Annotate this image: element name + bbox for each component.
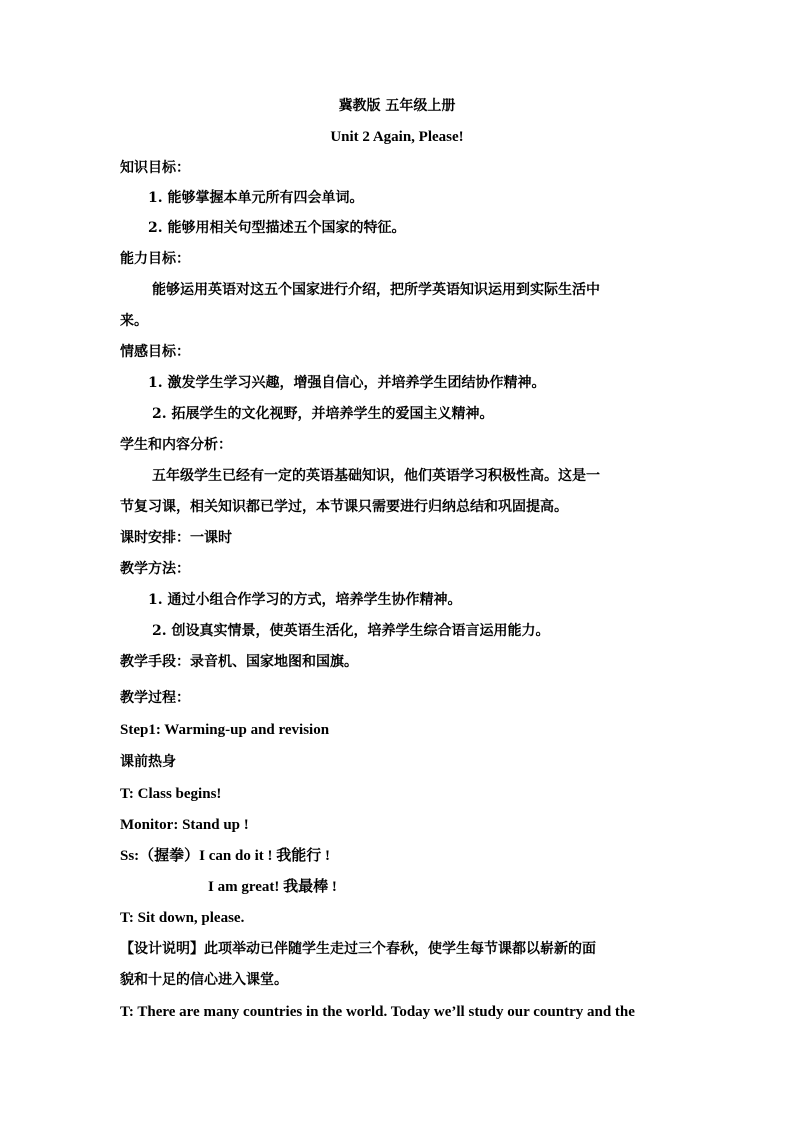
methods-item-1: 1. 通过小组合作学习的方式，培养学生协作精神。 — [148, 592, 462, 608]
design-note-line-2: 貌和十足的信心进入课堂。 — [120, 972, 288, 988]
emotion-heading: 情感目标： — [120, 344, 190, 360]
knowledge-heading: 知识目标： — [120, 160, 190, 176]
process-last-line: T: There are many countries in the world. Today we’ll study our country and the — [120, 1004, 635, 1020]
emotion-item-1: 1. 激发学生学习兴趣，增强自信心，并培养学生团结协作精神。 — [148, 375, 546, 391]
design-note-line-1: 【设计说明】此项举动已伴随学生走过三个春秋，使学生每节课都以崭新的面 — [120, 941, 596, 957]
analysis-text-line-2: 节复习课，相关知识都已学过，本节课只需要进行归纳总结和巩固提高。 — [120, 499, 568, 515]
ability-text-line-1: 能够运用英语对这五个国家进行介绍，把所学英语知识运用到实际生活中 — [152, 282, 600, 298]
schedule-line: 课时安排：一课时 — [120, 530, 232, 546]
dialog-line-1: T: Class begins! — [120, 786, 222, 802]
document-title: 冀教版 五年级上册 — [338, 98, 456, 114]
dialog-line-3: Ss:（握拳）I can do it ! 我能行 ! — [120, 848, 331, 864]
dialog-line-4: I am great! 我最棒 ! — [208, 879, 337, 895]
step1-line: Step1: Warming-up and revision — [120, 722, 330, 738]
analysis-heading: 学生和内容分析： — [120, 437, 232, 453]
dialog-line-2: Monitor: Stand up ! — [120, 817, 249, 833]
process-heading: 教学过程： — [120, 690, 190, 706]
knowledge-item-1: 1. 能够掌握本单元所有四会单词。 — [148, 190, 364, 206]
knowledge-item-2: 2. 能够用相关句型描述五个国家的特征。 — [148, 220, 406, 236]
ability-heading: 能力目标： — [120, 251, 190, 267]
ability-text-line-2: 来。 — [120, 313, 148, 329]
analysis-text-line-1: 五年级学生已经有一定的英语基础知识，他们英语学习积极性高。这是一 — [152, 468, 600, 484]
emotion-item-2: 2. 拓展学生的文化视野，并培养学生的爱国主义精神。 — [152, 406, 494, 422]
warmup-line: 课前热身 — [120, 754, 176, 770]
means-line: 教学手段：录音机、国家地图和国旗。 — [120, 654, 358, 670]
dialog-line-5: T: Sit down, please. — [120, 910, 245, 926]
methods-heading: 教学方法： — [120, 561, 190, 577]
unit-title: Unit 2 Again, Please! — [330, 129, 464, 145]
methods-item-2: 2. 创设真实情景，使英语生活化，培养学生综合语言运用能力。 — [152, 623, 550, 639]
